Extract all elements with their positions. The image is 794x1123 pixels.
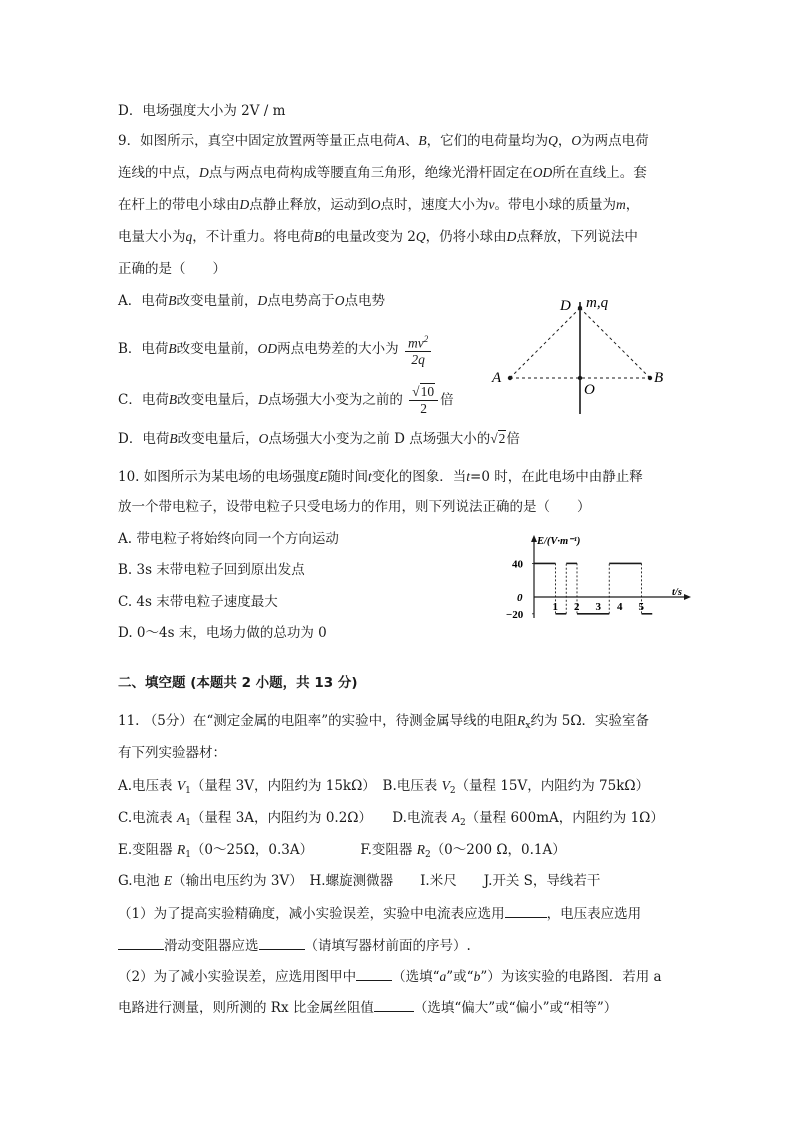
q8-option-d: D．电场强度大小为 2V / m	[118, 103, 286, 119]
x-axis-arrow	[684, 594, 691, 600]
q10-option-c: C. 4s 末带电粒子速度最大	[118, 594, 278, 610]
label-b: B	[654, 370, 664, 386]
answer-blank-ammeter[interactable]	[505, 903, 547, 918]
point-o-dot	[578, 376, 582, 380]
q11-equip-ab: A.电压表 $V_1$（量程 3V，内阻约为 15kΩ） B.电压表 $V_2$（量程 15V，内阻约为 75kΩ）	[118, 778, 650, 796]
q10-stem-line2: 放一个带电粒子，设带电粒子只受电场力的作用，则下列说法正确的是（ ）	[118, 499, 591, 515]
q9-b-fraction: $\frac{mv^2}{2q}$	[405, 331, 431, 369]
label-d: D	[560, 298, 571, 314]
charge-a-dot	[508, 376, 512, 380]
q10-option-a: A. 带电粒子将始终向同一个方向运动	[118, 531, 339, 547]
x-tick-label: 3	[595, 601, 601, 613]
q11-equip-gj: G.电池 E（输出电压约为 3V） H.螺旋测微器 I.米尺 J.开关 S，导线若干	[118, 873, 601, 889]
e-t-chart	[500, 530, 700, 630]
y-tick-label: 0	[517, 592, 523, 604]
q9-stem-line2: 连线的中点，D点与两点电荷构成等腰直角三角形，绝缘光滑杆固定在OD所在直线上。套	[118, 165, 647, 181]
x-tick-label: 4	[617, 601, 623, 613]
q11-stem-line1: 11. （5分）在“测定金属的电阻率”的实验中，待测金属导线的电阻$R_x$约为 5Ω．实验室备	[118, 713, 650, 731]
q11-part2-line1: （2）为了减小实验误差，应选用图甲中 （选填“a”或“b”）为该实验的电路图．若用 a	[118, 966, 662, 987]
dashed-ad	[510, 308, 580, 378]
q10-option-d: D. 0～4s 末，电场力做的总功为 0	[118, 625, 327, 641]
y-tick-label: −20	[506, 608, 524, 621]
q10-option-b: B. 3s 末带电粒子回到原出发点	[118, 562, 305, 578]
q11-part2-line2: 电路进行测量，则所测的 Rx 比金属丝阻值 （选填“偏大”或“偏小”或“相等”）	[118, 997, 617, 1018]
y-tick-label: 40	[512, 558, 523, 571]
q11-equip-ef: E.变阻器 $R_1(0\sim 25\Omega$，0.3A） F.变阻器 $R_2(0\sim 200$ Ω，0.1A）	[118, 842, 566, 860]
answer-blank-rheostat[interactable]	[259, 935, 305, 950]
x-axis-label: t/s	[672, 587, 682, 598]
q9-stem-line1: 9．如图所示，真空中固定放置两等量正点电荷A、B，它们的电荷量均为Q，O为两点电荷	[118, 133, 649, 149]
label-mq: m,q	[586, 295, 609, 311]
q9-stem-line5: 正确的是（ ）	[118, 261, 226, 277]
x-tick-label: 1	[552, 601, 558, 613]
label-a: A	[492, 370, 502, 386]
point-d-dot	[578, 306, 582, 310]
q11-part1-line2: 滑动变阻器应选 （请填写器材前面的序号）.	[118, 935, 471, 956]
answer-blank-voltmeter[interactable]	[118, 935, 164, 950]
label-o: O	[584, 382, 595, 398]
answer-blank-circuit[interactable]	[356, 966, 392, 981]
dashed-db	[580, 308, 650, 378]
q9-option-a: A．电荷B改变电量前，D点电势高于O点电势	[118, 293, 385, 309]
charge-b-dot	[648, 376, 652, 380]
q9-option-c: C．电荷B改变电量后，D点场强大小变为之前的 $\frac{√10}{2}$ 倍	[118, 384, 454, 416]
section-2-title: 二、填空题 (本题共 2 小题，共 13 分)	[118, 675, 358, 691]
q9-triangle-figure	[480, 288, 680, 418]
sqrt-symbol: √2	[490, 431, 506, 446]
q9-c-fraction: $\frac{√10}{2}$	[409, 384, 438, 417]
q10-stem-line1: 10. 如图所示为某电场的电场强度E随时间t变化的图象．当t=0 时，在此电场中由静止释	[118, 469, 643, 485]
q9-stem-line4: 电量大小为q，不计重力。将电荷B的电量改变为 2Q，仍将小球由D点释放，下列说法中	[118, 229, 638, 245]
x-tick-label: 2	[574, 601, 580, 613]
q11-equip-cd: C.电流表 $A_1$（量程 3A，内阻约为 0.2Ω） D.电流表 $A_2$（量程 600mA，内阻约为 1Ω）	[118, 810, 664, 828]
answer-blank-bias[interactable]	[374, 997, 414, 1012]
x-tick-label: 5	[638, 601, 644, 613]
q11-stem-line2: 有下列实验器材：	[118, 745, 226, 761]
q9-option-d: D．电荷B改变电量后，O点场强大小变为之前 D 点场强大小的√2倍	[118, 431, 520, 447]
q9-option-b: B．电荷B改变电量前，OD两点电势差的大小为 $\frac{mv^2}{2q}$	[118, 330, 433, 368]
y-axis-label: E/(V·m⁻¹)	[537, 536, 581, 547]
chart-labels	[506, 536, 682, 621]
q9-stem-line3: 在杆上的带电小球由D点静止释放，运动到O点时，速度大小为v。带电小球的质量为m，	[118, 197, 640, 213]
q11-part1-line1: （1）为了提高实验精确度，减小实验误差，实验中电流表应选用 ，电压表应选用	[118, 903, 641, 924]
